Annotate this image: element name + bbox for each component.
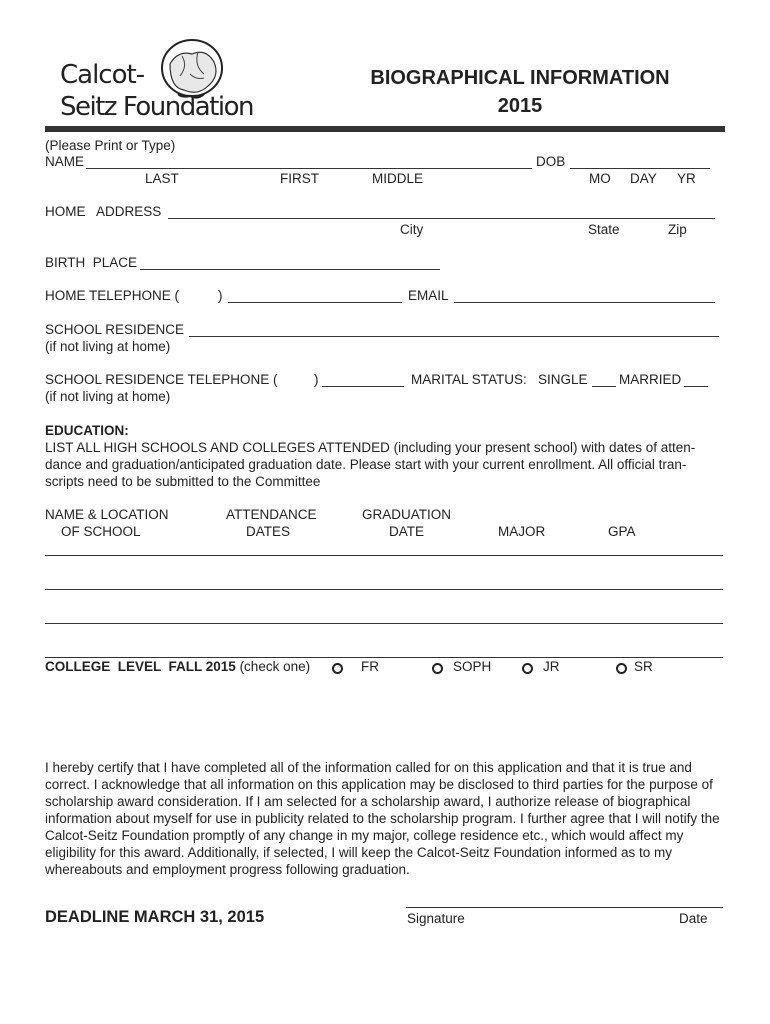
foundation-logo: [40, 34, 253, 126]
option-sr-label: SR: [634, 659, 653, 674]
education-row-2[interactable]: [45, 589, 723, 590]
home-phone-label: HOME TELEPHONE (: [45, 288, 180, 303]
address-sub-city: City: [400, 222, 424, 237]
dob-sub-day: DAY: [630, 171, 657, 186]
education-heading: EDUCATION:: [45, 423, 129, 438]
signature-field[interactable]: [406, 907, 723, 908]
page-year: 2015: [497, 95, 543, 117]
col-name-2: OF SCHOOL: [61, 524, 141, 539]
email-field[interactable]: [454, 302, 715, 303]
home-phone-field[interactable]: [228, 302, 402, 303]
school-residence-field[interactable]: [189, 336, 719, 337]
school-phone-label: SCHOOL RESIDENCE TELEPHONE (: [45, 372, 278, 387]
print-note: (Please Print or Type): [45, 138, 176, 153]
dob-sub-yr: YR: [677, 171, 696, 186]
home-address-field[interactable]: [168, 218, 715, 219]
home-phone-close: ): [218, 288, 223, 303]
married-field[interactable]: [684, 386, 708, 387]
school-phone-close: ): [314, 372, 319, 387]
email-label: EMAIL: [408, 288, 449, 303]
col-name-1: NAME & LOCATION: [45, 507, 169, 522]
dob-label: DOB: [536, 154, 566, 169]
married-label: MARRIED: [619, 372, 682, 387]
education-row-1[interactable]: [45, 555, 723, 556]
school-residence-note: (if not living at home): [45, 339, 171, 354]
col-att-1: ATTENDANCE: [226, 507, 317, 522]
birth-place-label: BIRTH PLACE: [45, 255, 138, 270]
education-instructions-3: scripts need to be submitted to the Committee: [45, 474, 321, 489]
deadline: DEADLINE MARCH 31, 2015: [45, 908, 265, 926]
name-sub-middle: MIDDLE: [372, 171, 424, 186]
dob-sub-mo: MO: [589, 171, 611, 186]
single-field[interactable]: [592, 386, 616, 387]
address-sub-zip: Zip: [668, 222, 687, 237]
col-grad-2: DATE: [389, 524, 425, 539]
marital-label: MARITAL STATUS: SINGLE: [411, 372, 588, 387]
option-soph-label: SOPH: [453, 659, 492, 674]
page-title: BIOGRAPHICAL INFORMATION: [370, 67, 670, 89]
college-level-label: [45, 659, 310, 674]
education-instructions-2: dance and graduation/anticipated graduation date. Please start with your current enrollment. All official tran-: [45, 457, 687, 472]
school-phone-note: (if not living at home): [45, 389, 171, 404]
school-residence-label: SCHOOL RESIDENCE: [45, 322, 185, 337]
radio-fr[interactable]: [332, 663, 343, 674]
name-label: NAME: [45, 154, 85, 169]
dob-field[interactable]: [570, 168, 710, 169]
col-gpa: GPA: [608, 524, 636, 539]
name-sub-first: FIRST: [280, 171, 319, 186]
header-rule: [45, 126, 725, 132]
col-major: MAJOR: [498, 524, 546, 539]
name-sub-last: LAST: [145, 171, 179, 186]
logo-line-2: Seitz Foundation: [60, 92, 253, 122]
signature-label: Signature: [407, 911, 465, 926]
college-level-note: (check one): [235, 659, 311, 674]
name-field[interactable]: [86, 168, 532, 169]
address-sub-state: State: [588, 222, 620, 237]
birth-place-field[interactable]: [140, 269, 440, 270]
school-phone-field[interactable]: [322, 386, 404, 387]
certification-text: I hereby certify that I have completed all of the information called for on this application and that it is true and correct. I acknowledge that all information on this application may be disclosed to third parties for the purpose of scholarship award consideration. If I am selected for a scholarship award, I authorize release of biographical information about myself for use in publicity related to the scholarship program. I further agree that I will notify the Calcot-Seitz Foundation promptly of any change in my major, college residence etc., which would affect my eligibility for this award. Additionally, if selected, I will keep the Calcot-Seitz Foundation informed as to my whereabouts and employment progress following graduation.: [45, 760, 720, 877]
col-att-2: DATES: [246, 524, 291, 539]
logo-line-1: Calcot-: [60, 60, 145, 90]
radio-jr[interactable]: [522, 663, 533, 674]
date-label: Date: [679, 911, 708, 926]
education-instructions-1: LIST ALL HIGH SCHOOLS AND COLLEGES ATTENDED (including your present school) with dates of atten-: [45, 440, 696, 455]
home-address-label: HOME ADDRESS: [45, 204, 162, 219]
option-fr-label: FR: [361, 659, 379, 674]
college-level-bold: COLLEGE LEVEL FALL 2015: [45, 659, 236, 674]
radio-soph[interactable]: [432, 663, 443, 674]
radio-sr[interactable]: [616, 663, 627, 674]
education-row-4[interactable]: [45, 657, 723, 658]
option-jr-label: JR: [543, 659, 560, 674]
education-row-3[interactable]: [45, 623, 723, 624]
col-grad-1: GRADUATION: [362, 507, 452, 522]
